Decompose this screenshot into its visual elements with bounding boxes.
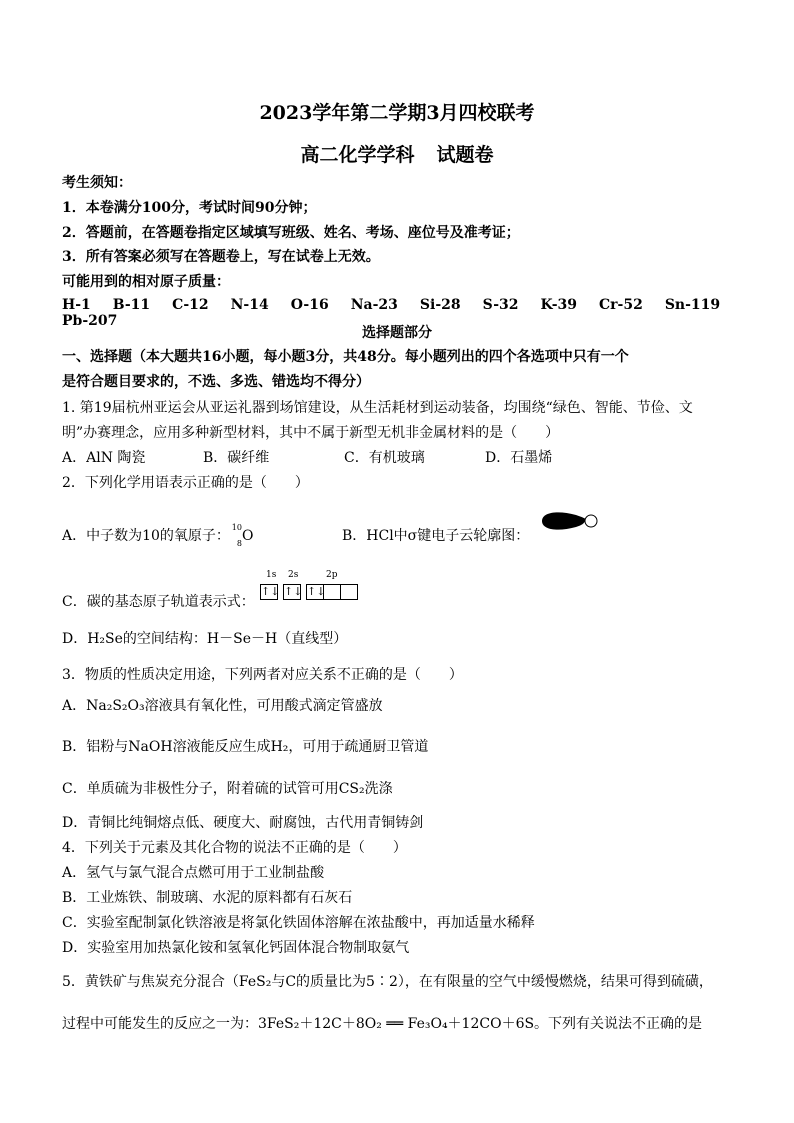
orbital-box: ↑↓: [307, 585, 326, 598]
atomic-mass: Cr-52: [599, 297, 643, 313]
q5-stem: 过程中可能发生的反应之一为：3FeS₂＋12C＋8O₂ ══ Fe₃O₄＋12CO＋6S。下列有关说法不正确的是: [62, 1016, 703, 1032]
atomic-mass: S-32: [482, 297, 519, 313]
q4-stem: 4．下列关于元素及其化合物的说法不正确的是（ ）: [62, 840, 407, 856]
atomic-mass: C-12: [172, 297, 209, 313]
atomic-mass: B-11: [112, 297, 151, 313]
notice-heading: 考生须知：: [62, 175, 132, 191]
q2-option-b: B．HCl中σ键电子云轮廓图：: [342, 528, 530, 544]
atomic-mass: O-16: [290, 297, 329, 313]
orbital-diagram: [260, 584, 280, 600]
orbital-box: ↑↓: [284, 585, 303, 598]
subject-label: 高二化学学科: [300, 144, 415, 166]
exam-title: 2023学年第二学期3月四校联考: [259, 102, 535, 124]
q3-option-b: B．铝粉与NaOH溶液能反应生成H₂，可用于疏通厨卫管道: [62, 739, 429, 755]
atomic-mass: K-39: [540, 297, 577, 313]
q1-stem: 明”办赛理念，应用多种新型材料，其中不属于新型无机非金属材料的是（ ）: [62, 425, 560, 441]
exam-subtitle: [0, 140, 794, 167]
q5-stem: 5．黄铁矿与焦炭充分混合（FeS₂与C的质量比为5∶2），在有限量的空气中缓慢燃烧，结果可得到硫磺，: [62, 974, 713, 990]
paper-label: 试题卷: [436, 144, 494, 166]
orbital-label: 1s: [266, 570, 277, 580]
q3-option-c: C．单质硫为非极性分子，附着硫的试管可用CS₂洗涤: [62, 781, 393, 797]
q1-options: [62, 449, 552, 467]
q1-stem: 1. 第19届杭州亚运会从亚运礼器到场馆建设，从生活耗材到运动装备，均围绕“绿色、智能、节俭、文: [62, 400, 693, 416]
q2-option-d: D．H₂Se的空间结构：H－Se－H（直线型）: [62, 631, 348, 647]
masses-heading: 可能用到的相对原子质量：: [62, 274, 230, 290]
atomic-mass: H-1: [62, 297, 91, 313]
q3-option-d: D．青铜比纯铜熔点低、硬度大、耐腐蚀，古代用青铜铸剑: [62, 815, 424, 831]
q2-option-a: A．中子数为10的氧原子： 10 8 O: [62, 523, 254, 548]
q1-option-b: B．碳纤维: [203, 450, 270, 466]
orbital-box: [340, 584, 358, 600]
atomic-mass: Si-28: [419, 297, 461, 313]
q4-option-b: B．工业炼铁、制玻璃、水泥的原料都有石灰石: [62, 890, 353, 906]
atomic-mass: N-14: [230, 297, 269, 313]
section-title: 选择题部分: [362, 325, 432, 341]
sigma-bond-orbital-icon: [538, 508, 602, 534]
atomic-mass: Sn-119: [664, 297, 721, 313]
part1-instructions: 是符合题目要求的，不选、多选、错选均不得分）: [62, 374, 370, 390]
q3-option-a: A．Na₂S₂O₃溶液具有氧化性，可用酸式滴定管盛放: [62, 698, 383, 714]
notice-item: 1．本卷满分100分，考试时间90分钟；: [62, 200, 317, 216]
orbital-label: 2p: [326, 570, 338, 580]
q4-option-a: A．氢气与氯气混合点燃可用于工业制盐酸: [62, 865, 325, 881]
q4-option-c: C．实验室配制氯化铁溶液是将氯化铁固体溶解在浓盐酸中，再加适量水稀释: [62, 915, 535, 931]
atomic-mass: Pb-207: [62, 313, 118, 329]
atomic-mass: Na-23: [350, 297, 398, 313]
q2-option-c: C．碳的基态原子轨道表示式：: [62, 594, 255, 610]
q2-stem: 2．下列化学用语表示正确的是（ ）: [62, 475, 309, 491]
q3-stem: 3．物质的性质决定用途，下列两者对应关系不正确的是（ ）: [62, 667, 463, 683]
part1-instructions: 一、选择题（本大题共16小题，每小题3分，共48分。每小题列出的四个各选项中只有一个: [62, 349, 629, 365]
notice-item: 2．答题前，在答题卷指定区域填写班级、姓名、考场、座位号及准考证；: [62, 225, 520, 241]
orbital-box: [323, 584, 341, 600]
isotope-notation: 10 8: [231, 523, 242, 548]
q4-option-d: D．实验室用加热氯化铵和氢氧化钙固体混合物制取氨气: [62, 940, 410, 956]
orbital-box: ↑↓: [261, 585, 280, 598]
orbital-diagram: [306, 584, 357, 600]
notice-item: 3．所有答案必须写在答题卷上，写在试卷上无效。: [62, 249, 380, 265]
orbital-label: 2s: [288, 570, 299, 580]
q1-option-d: D．石墨烯: [485, 450, 553, 466]
q1-option-a: A．AlN 陶瓷: [62, 450, 146, 466]
q1-option-c: C．有机玻璃: [344, 450, 425, 466]
orbital-diagram: [283, 584, 303, 600]
